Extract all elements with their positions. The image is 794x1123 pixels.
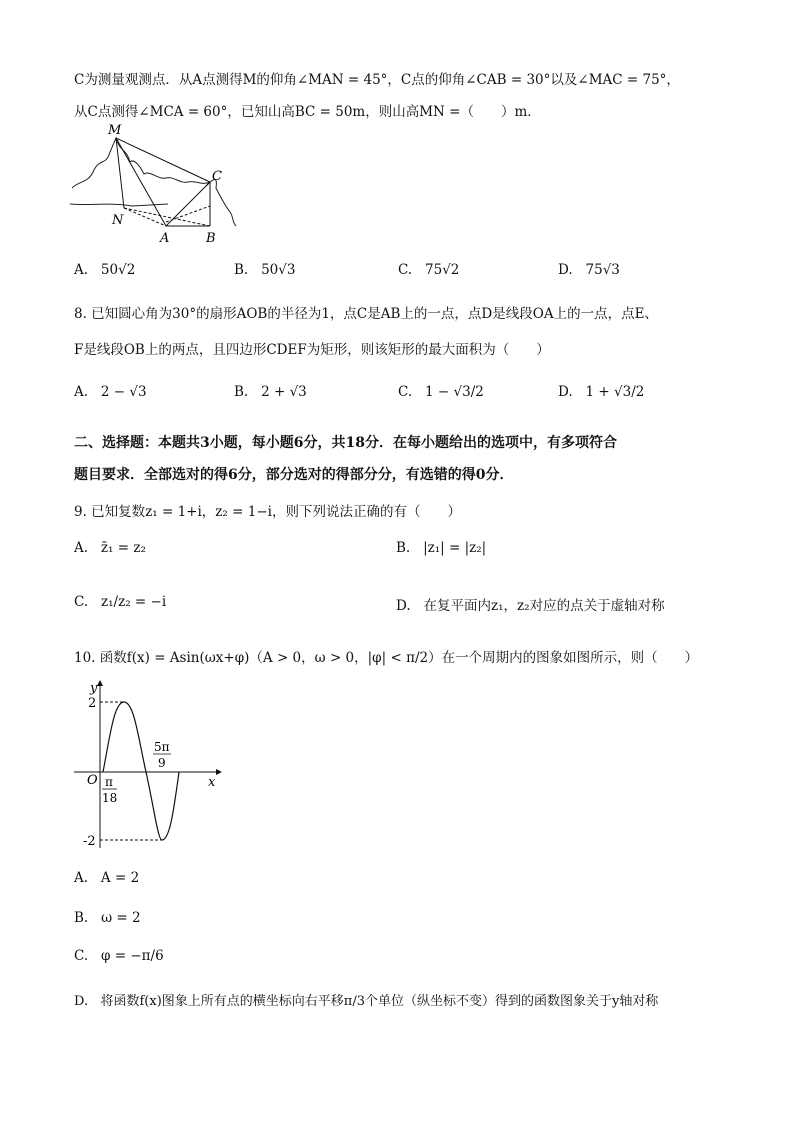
q8-stem-line2: F是线段OB上的两点，且四边形CDEF为矩形，则该矩形的最大面积为（ ） bbox=[74, 342, 550, 358]
q10-stem: 10. 函数f(x) = Asin(ωx+φ)（A > 0，ω > 0，|φ| < π/2）在一个周期内的图象如图所示，则（ ） bbox=[74, 650, 699, 666]
label-A: A bbox=[160, 231, 170, 246]
x-axis-arrow bbox=[216, 769, 222, 775]
q7-option-a[interactable]: A. 50√2 bbox=[74, 262, 136, 278]
q9-option-c[interactable]: C. z₁/z₂ = −i bbox=[74, 594, 167, 610]
section2-heading-line2: 题目要求．全部选对的得6分，部分选对的得部分分，有选错的得0分． bbox=[74, 467, 514, 483]
label-ymin: -2 bbox=[83, 834, 96, 849]
q10-option-b[interactable]: B. ω = 2 bbox=[74, 910, 141, 926]
q7-mountain-figure bbox=[70, 122, 250, 248]
label-origin: O bbox=[87, 773, 98, 788]
q8-option-a[interactable]: A. 2 − √3 bbox=[74, 384, 147, 400]
q9-option-d[interactable]: D. 在复平面内z₁，z₂对应的点关于虚轴对称 bbox=[396, 598, 665, 614]
line-MN bbox=[116, 138, 124, 208]
q10-option-a[interactable]: A. A = 2 bbox=[74, 870, 140, 886]
q7-stem-line2: 从C点测得∠MCA = 60°，已知山高BC = 50m，则山高MN =（ ）m． bbox=[74, 104, 541, 120]
label-ymax: 2 bbox=[88, 696, 97, 711]
q8-option-b[interactable]: B. 2 + √3 bbox=[234, 384, 307, 400]
section2-heading-line1: 二、选择题：本题共3小题，每小题6分，共18分．在每小题给出的选项中，有多项符合 bbox=[74, 435, 617, 451]
line-NA bbox=[124, 208, 166, 226]
q9-option-b[interactable]: B. |z₁| = |z₂| bbox=[396, 540, 487, 556]
label-y: y bbox=[90, 681, 98, 696]
line-AB-dash bbox=[166, 206, 210, 222]
label-x2-den: 9 bbox=[158, 756, 166, 770]
q8-option-d[interactable]: D. 1 + √3/2 bbox=[558, 384, 645, 400]
label-x2-num: 5π bbox=[154, 740, 170, 754]
q8-option-c[interactable]: C. 1 − √3/2 bbox=[398, 384, 484, 400]
q7-stem-line1: C为测量观测点．从A点测得M的仰角∠MAN = 45°，C点的仰角∠CAB = 30°以及∠MAC = 75°， bbox=[74, 72, 680, 88]
sine-curve bbox=[103, 702, 179, 840]
q7-option-d[interactable]: D. 75√3 bbox=[558, 262, 620, 278]
label-B: B bbox=[206, 231, 216, 246]
q9-option-a[interactable]: A. z̄₁ = z₂ bbox=[74, 540, 146, 556]
q7-option-b[interactable]: B. 50√3 bbox=[234, 262, 296, 278]
q8-stem-line1: 8. 已知圆心角为30°的扇形AOB的半径为1，点C是AB上的一点，点D是线段OA上的一点，点E、 bbox=[74, 306, 658, 322]
q10-sine-graph bbox=[70, 676, 230, 852]
q10-option-c[interactable]: C. φ = −π/6 bbox=[74, 948, 164, 964]
y-axis-arrow bbox=[97, 680, 103, 686]
q10-option-d[interactable]: D. 将函数f(x)图象上所有点的横坐标向右平移π/3个单位（纵坐标不变）得到的函数图象关于y轴对称 bbox=[74, 994, 659, 1009]
label-N: N bbox=[112, 213, 124, 228]
label-C: C bbox=[212, 169, 222, 184]
label-M: M bbox=[108, 123, 122, 138]
label-x1-num: π bbox=[105, 775, 113, 789]
line-MC bbox=[116, 138, 210, 182]
line-MA bbox=[116, 138, 166, 226]
mountain-outline bbox=[72, 138, 210, 188]
q7-option-c[interactable]: C. 75√2 bbox=[398, 262, 460, 278]
label-x: x bbox=[208, 775, 216, 790]
label-x1-den: 18 bbox=[102, 791, 118, 805]
q9-stem: 9. 已知复数z₁ = 1+i，z₂ = 1−i，则下列说法正确的有（ ） bbox=[74, 504, 461, 520]
line-NB bbox=[124, 208, 210, 226]
